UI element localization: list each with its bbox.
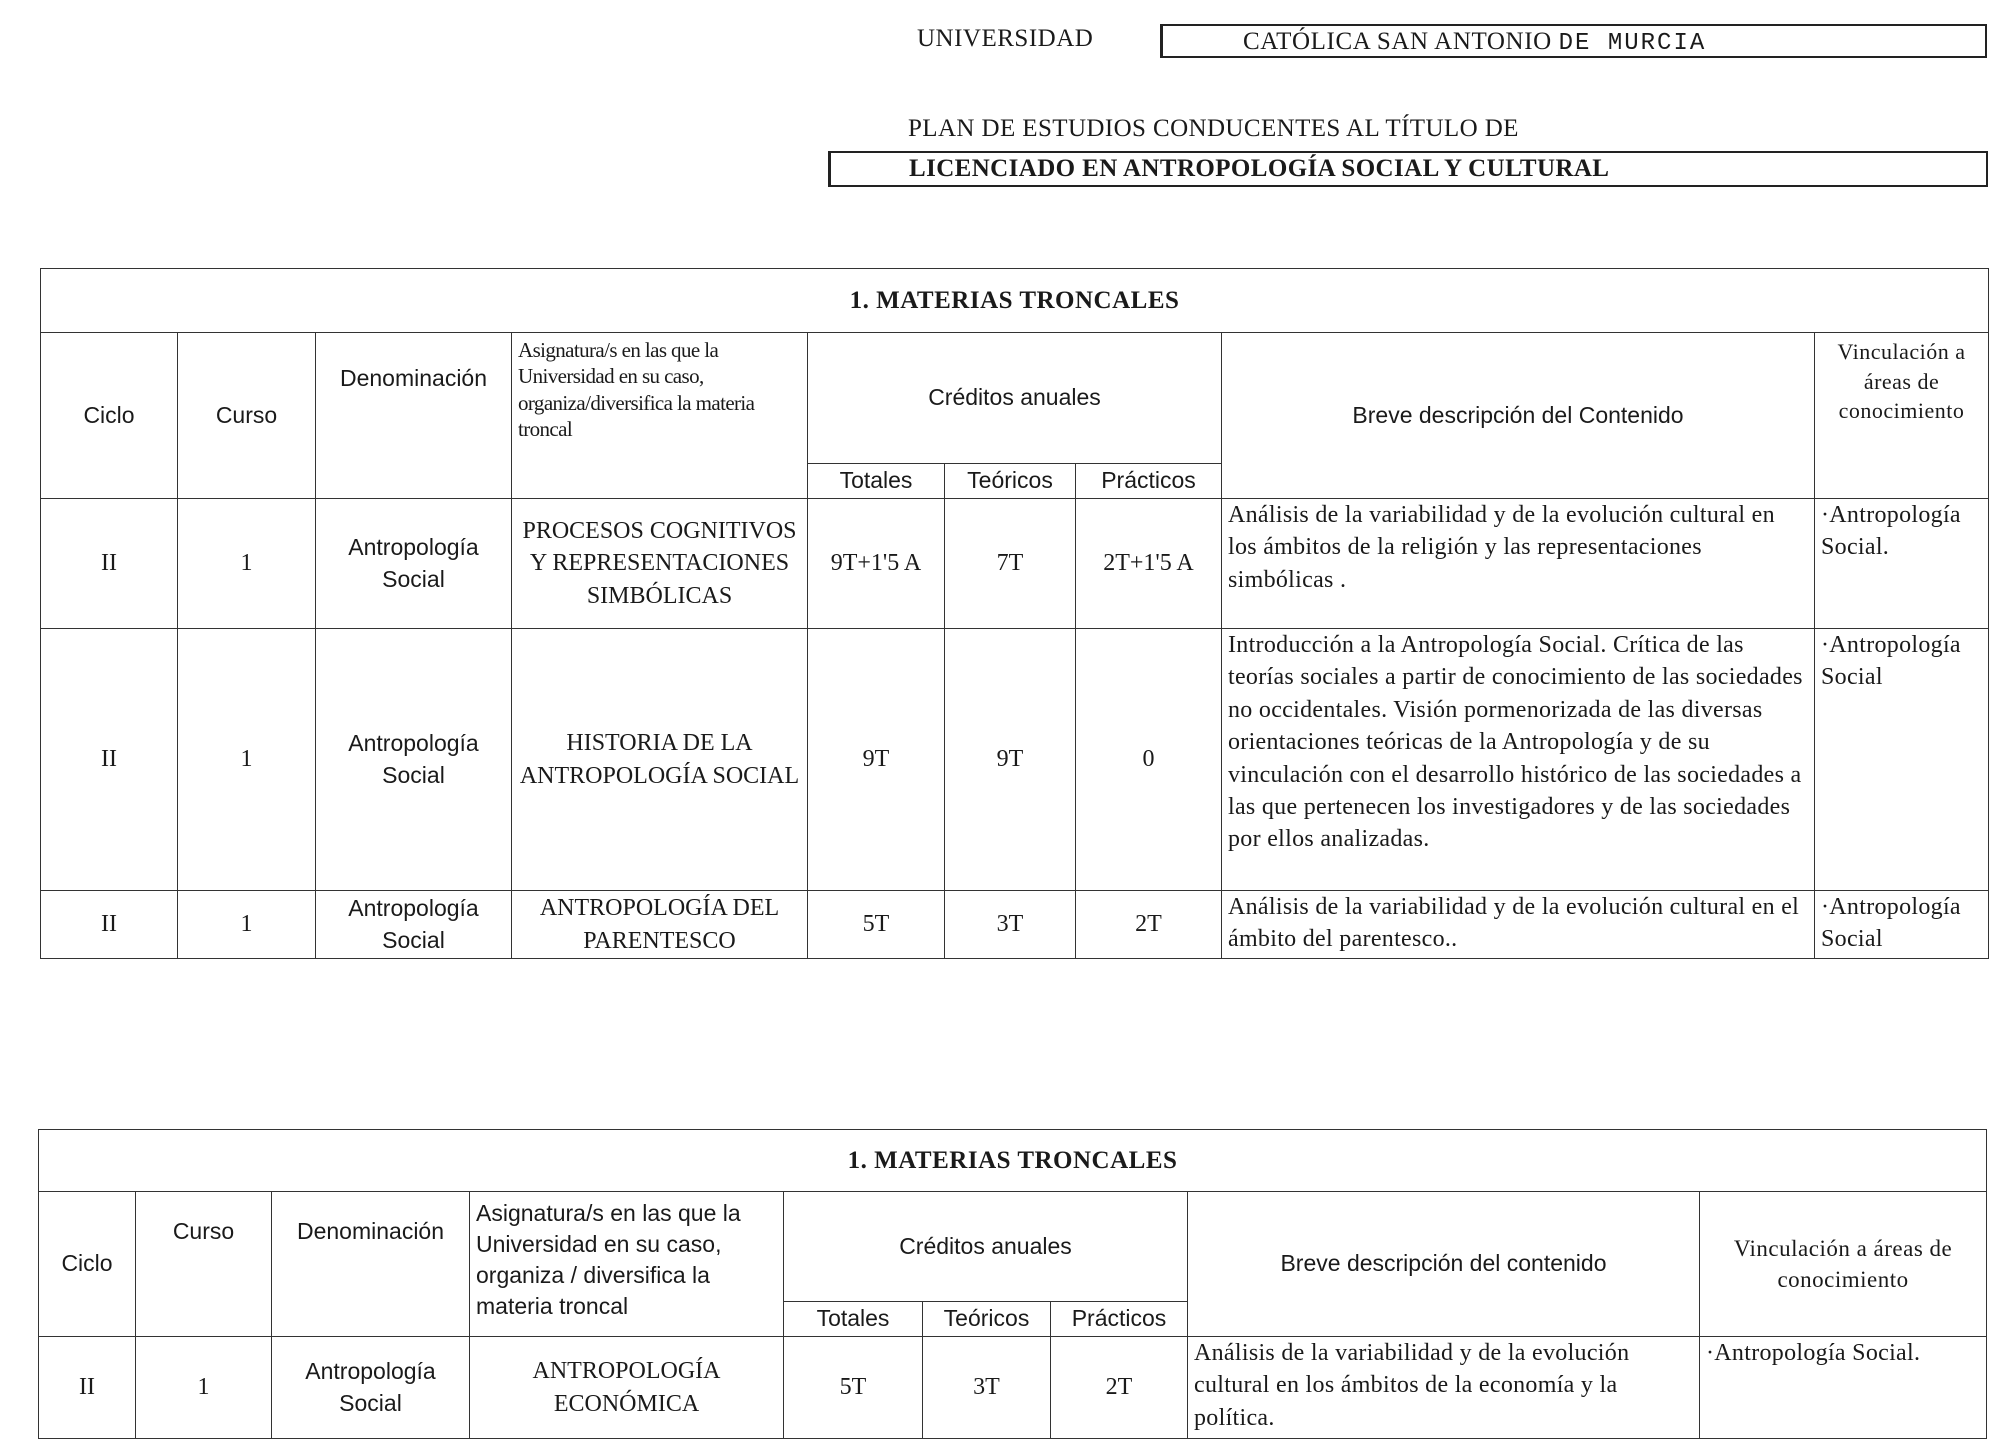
header-curso: Curso [136,1192,272,1337]
header-totales: Totales [784,1302,923,1337]
cell-totales: 9T [808,629,945,891]
cell-practicos: 2T [1076,891,1222,959]
cell-practicos: 2T [1051,1337,1188,1439]
cell-vinculacion: ·Antropología Social [1815,629,1989,891]
cell-denominacion: Antropología Social [316,629,512,891]
cell-denominacion: Antropología Social [316,891,512,959]
header-curso: Curso [178,333,316,499]
table-row [41,499,1989,629]
table-row [41,891,1989,959]
header-creditos: Créditos anuales [784,1192,1188,1302]
cell-descripcion: Análisis de la variabilidad y de la evolución cultural en los ámbitos de la economía y la política. [1188,1337,1700,1439]
cell-descripcion: Introducción a la Antropología Social. Crítica de las teorías sociales a partir de conocimiento de las sociedades no occidentales. Visión pormenorizada de las diversas orientaciones teóricas de la Antropología y de su vinculación con el desarrollo histórico de las sociedades a las que pertenecen los investigadores y de las sociedades por ellos analizadas. [1222,629,1815,891]
table-title: 1. MATERIAS TRONCALES [41,269,1989,333]
cell-totales: 9T+1'5 A [808,499,945,629]
header-descripcion: Breve descripción del contenido [1188,1192,1700,1337]
header-practicos: Prácticos [1051,1302,1188,1337]
table-row [41,629,1989,891]
cell-totales: 5T [784,1337,923,1439]
header-totales: Totales [808,464,945,499]
cell-ciclo: II [41,891,178,959]
cell-teoricos: 3T [945,891,1076,959]
cell-curso: 1 [178,499,316,629]
troncales-table-2 [38,1129,1987,1439]
cell-asignatura: PROCESOS COGNITIVOS Y REPRESENTACIONES SIMBÓLICAS [512,499,808,629]
cell-practicos: 0 [1076,629,1222,891]
cell-asignatura: HISTORIA DE LA ANTROPOLOGÍA SOCIAL [512,629,808,891]
table-row [39,1337,1987,1439]
cell-practicos: 2T+1'5 A [1076,499,1222,629]
cell-descripcion: Análisis de la variabilidad y de la evolución cultural en los ámbitos de la religión y las representaciones simbólicas . [1222,499,1815,629]
cell-vinculacion: ·Antropología Social [1815,891,1989,959]
cell-denominacion: Antropología Social [316,499,512,629]
header-vinculacion: Vinculación a áreas de conocimiento [1815,333,1989,499]
cell-asignatura: ANTROPOLOGÍA ECONÓMICA [470,1337,784,1439]
header-teoricos: Teóricos [945,464,1076,499]
degree-title: LICENCIADO EN ANTROPOLOGÍA SOCIAL Y CULTURAL [828,151,1988,187]
header-ciclo: Ciclo [41,333,178,499]
table-title: 1. MATERIAS TRONCALES [39,1130,1987,1192]
cell-curso: 1 [136,1337,272,1439]
cell-vinculacion: ·Antropología Social. [1700,1337,1987,1439]
header-creditos: Créditos anuales [808,333,1222,464]
university-name-box [1160,24,1987,58]
cell-vinculacion: ·Antropología Social. [1815,499,1989,629]
university-label: UNIVERSIDAD [917,25,1094,52]
header-ciclo: Ciclo [39,1192,136,1337]
header-asignatura: Asignatura/s en las que la Universidad en su caso, organiza/diversifica la materia troncal [512,333,808,499]
cell-ciclo: II [41,499,178,629]
header-practicos: Prácticos [1076,464,1222,499]
cell-totales: 5T [808,891,945,959]
plan-label: PLAN DE ESTUDIOS CONDUCENTES AL TÍTULO DE [908,115,1519,142]
cell-teoricos: 3T [923,1337,1051,1439]
header-vinculacion: Vinculación a áreas de conocimiento [1700,1192,1987,1337]
header-asignatura: Asignatura/s en las que la Universidad en su caso, organiza / diversifica la materia troncal [470,1192,784,1337]
cell-curso: 1 [178,891,316,959]
header-denominacion: Denominación [272,1192,470,1337]
university-name: CATÓLICA SAN ANTONIO [1243,28,1552,55]
header-teoricos: Teóricos [923,1302,1051,1337]
header-descripcion: Breve descripción del Contenido [1222,333,1815,499]
cell-ciclo: II [41,629,178,891]
cell-ciclo: II [39,1337,136,1439]
university-name-tail: DE MURCIA [1558,30,1707,57]
cell-asignatura: ANTROPOLOGÍA DEL PARENTESCO [512,891,808,959]
cell-curso: 1 [178,629,316,891]
cell-teoricos: 9T [945,629,1076,891]
cell-teoricos: 7T [945,499,1076,629]
cell-descripcion: Análisis de la variabilidad y de la evolución cultural en el ámbito del parentesco.. [1222,891,1815,959]
troncales-table-1 [40,268,1989,959]
header-denominacion: Denominación [316,333,512,499]
cell-denominacion: Antropología Social [272,1337,470,1439]
